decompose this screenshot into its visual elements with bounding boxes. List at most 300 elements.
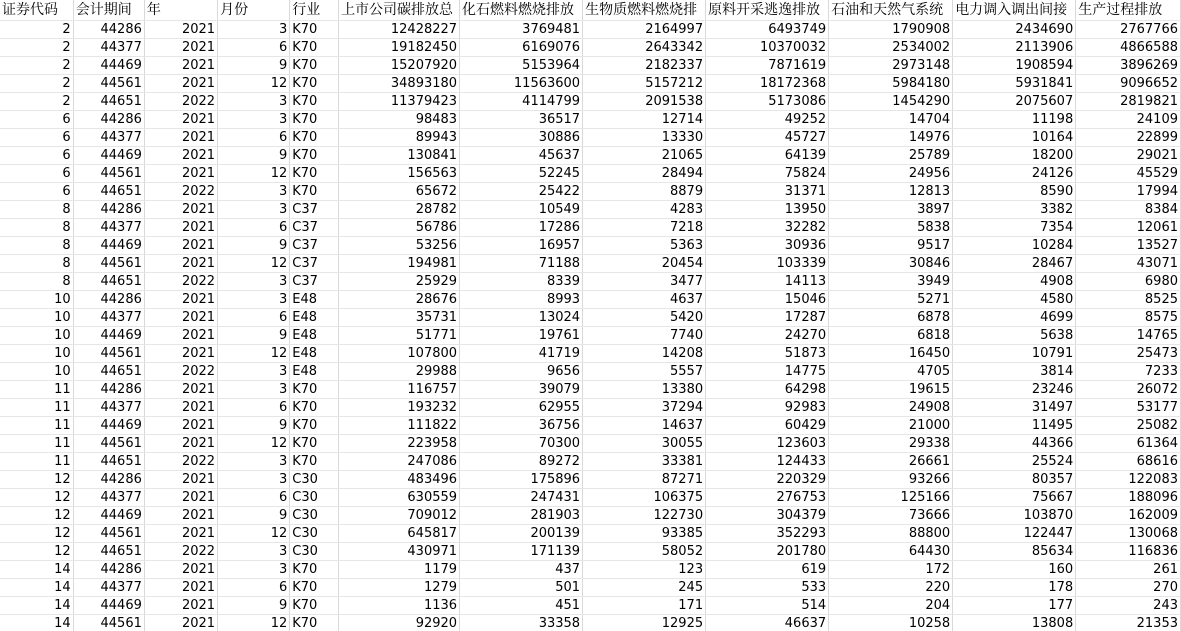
cell-biomass[interactable]: 37294 bbox=[583, 399, 706, 417]
cell-oil-gas[interactable]: 16450 bbox=[829, 345, 953, 363]
cell-raw-material[interactable]: 49252 bbox=[706, 111, 829, 129]
cell-total-emission[interactable]: 1279 bbox=[339, 579, 460, 597]
cell-industry[interactable]: E48 bbox=[290, 327, 339, 345]
cell-stock-code[interactable]: 6 bbox=[0, 183, 73, 201]
cell-stock-code[interactable]: 2 bbox=[0, 93, 73, 111]
cell-biomass[interactable]: 13330 bbox=[583, 129, 706, 147]
cell-biomass[interactable]: 33381 bbox=[583, 453, 706, 471]
cell-industry[interactable]: K70 bbox=[290, 399, 339, 417]
cell-month[interactable]: 9 bbox=[218, 237, 290, 255]
cell-raw-material[interactable]: 13950 bbox=[706, 201, 829, 219]
cell-oil-gas[interactable]: 6818 bbox=[829, 327, 953, 345]
cell-power-indirect[interactable]: 75667 bbox=[953, 489, 1076, 507]
cell-biomass[interactable]: 2091538 bbox=[583, 93, 706, 111]
cell-process[interactable]: 188096 bbox=[1076, 489, 1181, 507]
cell-raw-material[interactable]: 46637 bbox=[706, 615, 829, 631]
cell-stock-code[interactable]: 6 bbox=[0, 111, 73, 129]
cell-biomass[interactable]: 28494 bbox=[583, 165, 706, 183]
cell-total-emission[interactable]: 51771 bbox=[339, 327, 460, 345]
cell-power-indirect[interactable]: 5638 bbox=[953, 327, 1076, 345]
cell-year[interactable]: 2021 bbox=[144, 237, 217, 255]
cell-total-emission[interactable]: 223958 bbox=[339, 435, 460, 453]
cell-process[interactable]: 68616 bbox=[1076, 453, 1181, 471]
cell-stock-code[interactable]: 12 bbox=[0, 507, 73, 525]
cell-fossil-fuel[interactable]: 281903 bbox=[460, 507, 583, 525]
cell-biomass[interactable]: 21065 bbox=[583, 147, 706, 165]
cell-month[interactable]: 6 bbox=[218, 309, 290, 327]
cell-accounting-period[interactable]: 44286 bbox=[73, 201, 144, 219]
cell-stock-code[interactable]: 10 bbox=[0, 363, 73, 381]
cell-industry[interactable]: K70 bbox=[290, 93, 339, 111]
cell-total-emission[interactable]: 1179 bbox=[339, 561, 460, 579]
cell-stock-code[interactable]: 2 bbox=[0, 21, 73, 39]
cell-month[interactable]: 12 bbox=[218, 345, 290, 363]
header-cell-month[interactable]: 月份 bbox=[218, 0, 290, 21]
cell-accounting-period[interactable]: 44561 bbox=[73, 525, 144, 543]
cell-power-indirect[interactable]: 10164 bbox=[953, 129, 1076, 147]
cell-biomass[interactable]: 123 bbox=[583, 561, 706, 579]
cell-raw-material[interactable]: 64298 bbox=[706, 381, 829, 399]
cell-industry[interactable]: K70 bbox=[290, 597, 339, 615]
cell-month[interactable]: 12 bbox=[218, 255, 290, 273]
cell-fossil-fuel[interactable]: 11563600 bbox=[460, 75, 583, 93]
cell-year[interactable]: 2021 bbox=[144, 579, 217, 597]
cell-oil-gas[interactable]: 10258 bbox=[829, 615, 953, 631]
cell-accounting-period[interactable]: 44651 bbox=[73, 93, 144, 111]
cell-power-indirect[interactable]: 8590 bbox=[953, 183, 1076, 201]
cell-month[interactable]: 12 bbox=[218, 165, 290, 183]
cell-power-indirect[interactable]: 160 bbox=[953, 561, 1076, 579]
cell-oil-gas[interactable]: 64430 bbox=[829, 543, 953, 561]
cell-accounting-period[interactable]: 44469 bbox=[73, 327, 144, 345]
cell-industry[interactable]: C30 bbox=[290, 507, 339, 525]
cell-oil-gas[interactable]: 29338 bbox=[829, 435, 953, 453]
cell-biomass[interactable]: 7740 bbox=[583, 327, 706, 345]
cell-raw-material[interactable]: 514 bbox=[706, 597, 829, 615]
cell-industry[interactable]: K70 bbox=[290, 183, 339, 201]
cell-fossil-fuel[interactable]: 175896 bbox=[460, 471, 583, 489]
cell-process[interactable]: 22899 bbox=[1076, 129, 1181, 147]
cell-fossil-fuel[interactable]: 13024 bbox=[460, 309, 583, 327]
cell-power-indirect[interactable]: 10791 bbox=[953, 345, 1076, 363]
cell-industry[interactable]: C30 bbox=[290, 525, 339, 543]
cell-year[interactable]: 2021 bbox=[144, 129, 217, 147]
cell-year[interactable]: 2021 bbox=[144, 255, 217, 273]
cell-fossil-fuel[interactable]: 30886 bbox=[460, 129, 583, 147]
cell-total-emission[interactable]: 11379423 bbox=[339, 93, 460, 111]
cell-power-indirect[interactable]: 178 bbox=[953, 579, 1076, 597]
cell-year[interactable]: 2022 bbox=[144, 543, 217, 561]
cell-year[interactable]: 2021 bbox=[144, 327, 217, 345]
cell-year[interactable]: 2021 bbox=[144, 507, 217, 525]
cell-year[interactable]: 2021 bbox=[144, 381, 217, 399]
cell-oil-gas[interactable]: 88800 bbox=[829, 525, 953, 543]
cell-stock-code[interactable]: 6 bbox=[0, 165, 73, 183]
cell-industry[interactable]: K70 bbox=[290, 111, 339, 129]
cell-raw-material[interactable]: 14775 bbox=[706, 363, 829, 381]
cell-fossil-fuel[interactable]: 8993 bbox=[460, 291, 583, 309]
cell-stock-code[interactable]: 14 bbox=[0, 579, 73, 597]
cell-year[interactable]: 2021 bbox=[144, 57, 217, 75]
cell-stock-code[interactable]: 10 bbox=[0, 327, 73, 345]
cell-fossil-fuel[interactable]: 89272 bbox=[460, 453, 583, 471]
cell-process[interactable]: 26072 bbox=[1076, 381, 1181, 399]
cell-month[interactable]: 12 bbox=[218, 75, 290, 93]
cell-fossil-fuel[interactable]: 36517 bbox=[460, 111, 583, 129]
cell-total-emission[interactable]: 709012 bbox=[339, 507, 460, 525]
cell-stock-code[interactable]: 14 bbox=[0, 615, 73, 631]
cell-month[interactable]: 9 bbox=[218, 327, 290, 345]
cell-raw-material[interactable]: 51873 bbox=[706, 345, 829, 363]
cell-month[interactable]: 9 bbox=[218, 507, 290, 525]
cell-month[interactable]: 9 bbox=[218, 147, 290, 165]
cell-fossil-fuel[interactable]: 5153964 bbox=[460, 57, 583, 75]
cell-accounting-period[interactable]: 44286 bbox=[73, 381, 144, 399]
cell-oil-gas[interactable]: 125166 bbox=[829, 489, 953, 507]
cell-industry[interactable]: C30 bbox=[290, 489, 339, 507]
header-cell-stock-code[interactable]: 证券代码 bbox=[0, 0, 73, 21]
cell-fossil-fuel[interactable]: 70300 bbox=[460, 435, 583, 453]
cell-total-emission[interactable]: 107800 bbox=[339, 345, 460, 363]
cell-power-indirect[interactable]: 4580 bbox=[953, 291, 1076, 309]
cell-industry[interactable]: K70 bbox=[290, 435, 339, 453]
cell-stock-code[interactable]: 8 bbox=[0, 255, 73, 273]
cell-accounting-period[interactable]: 44469 bbox=[73, 507, 144, 525]
cell-fossil-fuel[interactable]: 4114799 bbox=[460, 93, 583, 111]
cell-fossil-fuel[interactable]: 451 bbox=[460, 597, 583, 615]
cell-process[interactable]: 4866588 bbox=[1076, 39, 1181, 57]
cell-accounting-period[interactable]: 44469 bbox=[73, 147, 144, 165]
cell-raw-material[interactable]: 14113 bbox=[706, 273, 829, 291]
cell-month[interactable]: 3 bbox=[218, 273, 290, 291]
cell-raw-material[interactable]: 123603 bbox=[706, 435, 829, 453]
cell-month[interactable]: 3 bbox=[218, 363, 290, 381]
cell-raw-material[interactable]: 352293 bbox=[706, 525, 829, 543]
cell-month[interactable]: 6 bbox=[218, 129, 290, 147]
cell-oil-gas[interactable]: 204 bbox=[829, 597, 953, 615]
cell-year[interactable]: 2021 bbox=[144, 39, 217, 57]
cell-biomass[interactable]: 5157212 bbox=[583, 75, 706, 93]
header-cell-process[interactable]: 生产过程排放 bbox=[1076, 0, 1181, 21]
cell-total-emission[interactable]: 430971 bbox=[339, 543, 460, 561]
cell-accounting-period[interactable]: 44286 bbox=[73, 291, 144, 309]
cell-oil-gas[interactable]: 26661 bbox=[829, 453, 953, 471]
cell-industry[interactable]: C30 bbox=[290, 543, 339, 561]
cell-power-indirect[interactable]: 28467 bbox=[953, 255, 1076, 273]
cell-accounting-period[interactable]: 44561 bbox=[73, 255, 144, 273]
cell-stock-code[interactable]: 12 bbox=[0, 543, 73, 561]
cell-total-emission[interactable]: 25929 bbox=[339, 273, 460, 291]
cell-biomass[interactable]: 14637 bbox=[583, 417, 706, 435]
cell-stock-code[interactable]: 6 bbox=[0, 147, 73, 165]
cell-fossil-fuel[interactable]: 3769481 bbox=[460, 21, 583, 39]
cell-fossil-fuel[interactable]: 71188 bbox=[460, 255, 583, 273]
cell-month[interactable]: 12 bbox=[218, 435, 290, 453]
cell-oil-gas[interactable]: 5271 bbox=[829, 291, 953, 309]
cell-industry[interactable]: C37 bbox=[290, 219, 339, 237]
cell-raw-material[interactable]: 64139 bbox=[706, 147, 829, 165]
cell-raw-material[interactable]: 15046 bbox=[706, 291, 829, 309]
cell-fossil-fuel[interactable]: 52245 bbox=[460, 165, 583, 183]
cell-stock-code[interactable]: 10 bbox=[0, 291, 73, 309]
cell-power-indirect[interactable]: 80357 bbox=[953, 471, 1076, 489]
cell-power-indirect[interactable]: 177 bbox=[953, 597, 1076, 615]
cell-oil-gas[interactable]: 5838 bbox=[829, 219, 953, 237]
cell-biomass[interactable]: 3477 bbox=[583, 273, 706, 291]
cell-fossil-fuel[interactable]: 62955 bbox=[460, 399, 583, 417]
cell-oil-gas[interactable]: 24956 bbox=[829, 165, 953, 183]
cell-total-emission[interactable]: 111822 bbox=[339, 417, 460, 435]
cell-accounting-period[interactable]: 44561 bbox=[73, 165, 144, 183]
cell-process[interactable]: 243 bbox=[1076, 597, 1181, 615]
cell-stock-code[interactable]: 8 bbox=[0, 219, 73, 237]
cell-month[interactable]: 3 bbox=[218, 21, 290, 39]
cell-month[interactable]: 9 bbox=[218, 417, 290, 435]
cell-biomass[interactable]: 2182337 bbox=[583, 57, 706, 75]
cell-stock-code[interactable]: 8 bbox=[0, 273, 73, 291]
cell-year[interactable]: 2021 bbox=[144, 219, 217, 237]
cell-process[interactable]: 14765 bbox=[1076, 327, 1181, 345]
cell-raw-material[interactable]: 75824 bbox=[706, 165, 829, 183]
cell-industry[interactable]: K70 bbox=[290, 129, 339, 147]
cell-total-emission[interactable]: 28676 bbox=[339, 291, 460, 309]
cell-power-indirect[interactable]: 4908 bbox=[953, 273, 1076, 291]
cell-biomass[interactable]: 30055 bbox=[583, 435, 706, 453]
cell-stock-code[interactable]: 14 bbox=[0, 597, 73, 615]
cell-biomass[interactable]: 106375 bbox=[583, 489, 706, 507]
cell-oil-gas[interactable]: 220 bbox=[829, 579, 953, 597]
cell-total-emission[interactable]: 193232 bbox=[339, 399, 460, 417]
cell-raw-material[interactable]: 276753 bbox=[706, 489, 829, 507]
cell-process[interactable]: 8575 bbox=[1076, 309, 1181, 327]
cell-year[interactable]: 2022 bbox=[144, 453, 217, 471]
cell-year[interactable]: 2021 bbox=[144, 435, 217, 453]
cell-month[interactable]: 12 bbox=[218, 525, 290, 543]
cell-total-emission[interactable]: 15207920 bbox=[339, 57, 460, 75]
cell-raw-material[interactable]: 220329 bbox=[706, 471, 829, 489]
cell-accounting-period[interactable]: 44377 bbox=[73, 399, 144, 417]
cell-month[interactable]: 3 bbox=[218, 291, 290, 309]
cell-oil-gas[interactable]: 2534002 bbox=[829, 39, 953, 57]
cell-accounting-period[interactable]: 44377 bbox=[73, 489, 144, 507]
cell-process[interactable]: 2819821 bbox=[1076, 93, 1181, 111]
cell-total-emission[interactable]: 19182450 bbox=[339, 39, 460, 57]
cell-biomass[interactable]: 2164997 bbox=[583, 21, 706, 39]
cell-power-indirect[interactable]: 2075607 bbox=[953, 93, 1076, 111]
cell-biomass[interactable]: 12925 bbox=[583, 615, 706, 631]
cell-process[interactable]: 25082 bbox=[1076, 417, 1181, 435]
cell-total-emission[interactable]: 247086 bbox=[339, 453, 460, 471]
cell-month[interactable]: 3 bbox=[218, 111, 290, 129]
header-cell-year[interactable]: 年 bbox=[144, 0, 217, 21]
cell-total-emission[interactable]: 156563 bbox=[339, 165, 460, 183]
cell-stock-code[interactable]: 2 bbox=[0, 57, 73, 75]
cell-total-emission[interactable]: 29988 bbox=[339, 363, 460, 381]
cell-year[interactable]: 2021 bbox=[144, 201, 217, 219]
cell-raw-material[interactable]: 17287 bbox=[706, 309, 829, 327]
cell-year[interactable]: 2021 bbox=[144, 489, 217, 507]
cell-biomass[interactable]: 13380 bbox=[583, 381, 706, 399]
cell-oil-gas[interactable]: 25789 bbox=[829, 147, 953, 165]
cell-power-indirect[interactable]: 11495 bbox=[953, 417, 1076, 435]
cell-month[interactable]: 12 bbox=[218, 615, 290, 631]
cell-fossil-fuel[interactable]: 39079 bbox=[460, 381, 583, 399]
cell-stock-code[interactable]: 8 bbox=[0, 237, 73, 255]
cell-power-indirect[interactable]: 44366 bbox=[953, 435, 1076, 453]
cell-accounting-period[interactable]: 44469 bbox=[73, 417, 144, 435]
cell-total-emission[interactable]: 130841 bbox=[339, 147, 460, 165]
header-cell-fossil-fuel[interactable]: 化石燃料燃烧排放 bbox=[460, 0, 583, 21]
cell-fossil-fuel[interactable]: 45637 bbox=[460, 147, 583, 165]
cell-power-indirect[interactable]: 3814 bbox=[953, 363, 1076, 381]
cell-fossil-fuel[interactable]: 19761 bbox=[460, 327, 583, 345]
cell-total-emission[interactable]: 98483 bbox=[339, 111, 460, 129]
cell-process[interactable]: 3896269 bbox=[1076, 57, 1181, 75]
cell-accounting-period[interactable]: 44469 bbox=[73, 237, 144, 255]
cell-industry[interactable]: C37 bbox=[290, 273, 339, 291]
cell-process[interactable]: 29021 bbox=[1076, 147, 1181, 165]
cell-stock-code[interactable]: 14 bbox=[0, 561, 73, 579]
cell-accounting-period[interactable]: 44377 bbox=[73, 39, 144, 57]
cell-industry[interactable]: K70 bbox=[290, 453, 339, 471]
cell-raw-material[interactable]: 10370032 bbox=[706, 39, 829, 57]
cell-raw-material[interactable]: 24270 bbox=[706, 327, 829, 345]
cell-process[interactable]: 61364 bbox=[1076, 435, 1181, 453]
cell-accounting-period[interactable]: 44561 bbox=[73, 435, 144, 453]
cell-process[interactable]: 45529 bbox=[1076, 165, 1181, 183]
cell-biomass[interactable]: 5420 bbox=[583, 309, 706, 327]
cell-biomass[interactable]: 20454 bbox=[583, 255, 706, 273]
cell-month[interactable]: 3 bbox=[218, 561, 290, 579]
cell-month[interactable]: 6 bbox=[218, 39, 290, 57]
cell-industry[interactable]: K70 bbox=[290, 579, 339, 597]
cell-month[interactable]: 3 bbox=[218, 381, 290, 399]
cell-stock-code[interactable]: 2 bbox=[0, 39, 73, 57]
cell-total-emission[interactable]: 89943 bbox=[339, 129, 460, 147]
cell-stock-code[interactable]: 12 bbox=[0, 525, 73, 543]
cell-oil-gas[interactable]: 73666 bbox=[829, 507, 953, 525]
cell-oil-gas[interactable]: 9517 bbox=[829, 237, 953, 255]
cell-power-indirect[interactable]: 23246 bbox=[953, 381, 1076, 399]
cell-total-emission[interactable]: 483496 bbox=[339, 471, 460, 489]
cell-year[interactable]: 2022 bbox=[144, 363, 217, 381]
cell-fossil-fuel[interactable]: 9656 bbox=[460, 363, 583, 381]
cell-raw-material[interactable]: 32282 bbox=[706, 219, 829, 237]
cell-biomass[interactable]: 5557 bbox=[583, 363, 706, 381]
cell-month[interactable]: 3 bbox=[218, 453, 290, 471]
cell-accounting-period[interactable]: 44469 bbox=[73, 597, 144, 615]
cell-oil-gas[interactable]: 93266 bbox=[829, 471, 953, 489]
cell-stock-code[interactable]: 11 bbox=[0, 381, 73, 399]
cell-month[interactable]: 3 bbox=[218, 93, 290, 111]
cell-month[interactable]: 6 bbox=[218, 579, 290, 597]
cell-year[interactable]: 2021 bbox=[144, 561, 217, 579]
cell-power-indirect[interactable]: 24126 bbox=[953, 165, 1076, 183]
cell-total-emission[interactable]: 34893180 bbox=[339, 75, 460, 93]
cell-power-indirect[interactable]: 122447 bbox=[953, 525, 1076, 543]
cell-stock-code[interactable]: 12 bbox=[0, 471, 73, 489]
cell-year[interactable]: 2021 bbox=[144, 525, 217, 543]
cell-biomass[interactable]: 4637 bbox=[583, 291, 706, 309]
cell-raw-material[interactable]: 6493749 bbox=[706, 21, 829, 39]
cell-year[interactable]: 2021 bbox=[144, 615, 217, 631]
cell-industry[interactable]: E48 bbox=[290, 309, 339, 327]
cell-stock-code[interactable]: 2 bbox=[0, 75, 73, 93]
cell-stock-code[interactable]: 12 bbox=[0, 489, 73, 507]
cell-raw-material[interactable]: 60429 bbox=[706, 417, 829, 435]
cell-accounting-period[interactable]: 44651 bbox=[73, 543, 144, 561]
cell-power-indirect[interactable]: 25524 bbox=[953, 453, 1076, 471]
cell-accounting-period[interactable]: 44561 bbox=[73, 345, 144, 363]
cell-accounting-period[interactable]: 44286 bbox=[73, 111, 144, 129]
header-cell-accounting-period[interactable]: 会计期间 bbox=[73, 0, 144, 21]
cell-process[interactable]: 21353 bbox=[1076, 615, 1181, 631]
cell-power-indirect[interactable]: 11198 bbox=[953, 111, 1076, 129]
cell-biomass[interactable]: 5363 bbox=[583, 237, 706, 255]
cell-fossil-fuel[interactable]: 171139 bbox=[460, 543, 583, 561]
cell-biomass[interactable]: 171 bbox=[583, 597, 706, 615]
cell-power-indirect[interactable]: 103870 bbox=[953, 507, 1076, 525]
cell-raw-material[interactable]: 619 bbox=[706, 561, 829, 579]
cell-year[interactable]: 2021 bbox=[144, 291, 217, 309]
cell-power-indirect[interactable]: 7354 bbox=[953, 219, 1076, 237]
cell-oil-gas[interactable]: 6878 bbox=[829, 309, 953, 327]
cell-process[interactable]: 7233 bbox=[1076, 363, 1181, 381]
cell-industry[interactable]: C37 bbox=[290, 255, 339, 273]
cell-biomass[interactable]: 2643342 bbox=[583, 39, 706, 57]
cell-raw-material[interactable]: 45727 bbox=[706, 129, 829, 147]
cell-total-emission[interactable]: 92920 bbox=[339, 615, 460, 631]
header-cell-total-emission[interactable]: 上市公司碳排放总 bbox=[339, 0, 460, 21]
cell-fossil-fuel[interactable]: 437 bbox=[460, 561, 583, 579]
cell-process[interactable]: 8384 bbox=[1076, 201, 1181, 219]
cell-biomass[interactable]: 14208 bbox=[583, 345, 706, 363]
cell-process[interactable]: 53177 bbox=[1076, 399, 1181, 417]
cell-fossil-fuel[interactable]: 36756 bbox=[460, 417, 583, 435]
cell-oil-gas[interactable]: 14976 bbox=[829, 129, 953, 147]
cell-power-indirect[interactable]: 10284 bbox=[953, 237, 1076, 255]
cell-process[interactable]: 270 bbox=[1076, 579, 1181, 597]
cell-raw-material[interactable]: 533 bbox=[706, 579, 829, 597]
cell-month[interactable]: 6 bbox=[218, 489, 290, 507]
cell-power-indirect[interactable]: 4699 bbox=[953, 309, 1076, 327]
cell-industry[interactable]: C37 bbox=[290, 237, 339, 255]
cell-fossil-fuel[interactable]: 6169076 bbox=[460, 39, 583, 57]
cell-biomass[interactable]: 4283 bbox=[583, 201, 706, 219]
cell-process[interactable]: 122083 bbox=[1076, 471, 1181, 489]
cell-process[interactable]: 8525 bbox=[1076, 291, 1181, 309]
cell-accounting-period[interactable]: 44377 bbox=[73, 219, 144, 237]
cell-fossil-fuel[interactable]: 10549 bbox=[460, 201, 583, 219]
cell-raw-material[interactable]: 103339 bbox=[706, 255, 829, 273]
cell-month[interactable]: 3 bbox=[218, 183, 290, 201]
cell-oil-gas[interactable]: 4705 bbox=[829, 363, 953, 381]
cell-accounting-period[interactable]: 44561 bbox=[73, 75, 144, 93]
cell-fossil-fuel[interactable]: 247431 bbox=[460, 489, 583, 507]
header-cell-industry[interactable]: 行业 bbox=[290, 0, 339, 21]
cell-total-emission[interactable]: 65672 bbox=[339, 183, 460, 201]
cell-oil-gas[interactable]: 3897 bbox=[829, 201, 953, 219]
cell-oil-gas[interactable]: 14704 bbox=[829, 111, 953, 129]
cell-stock-code[interactable]: 6 bbox=[0, 129, 73, 147]
cell-raw-material[interactable]: 5173086 bbox=[706, 93, 829, 111]
cell-process[interactable]: 9096652 bbox=[1076, 75, 1181, 93]
cell-fossil-fuel[interactable]: 41719 bbox=[460, 345, 583, 363]
cell-accounting-period[interactable]: 44377 bbox=[73, 579, 144, 597]
cell-process[interactable]: 43071 bbox=[1076, 255, 1181, 273]
cell-fossil-fuel[interactable]: 25422 bbox=[460, 183, 583, 201]
header-cell-oil-gas[interactable]: 石油和天然气系统 bbox=[829, 0, 953, 21]
